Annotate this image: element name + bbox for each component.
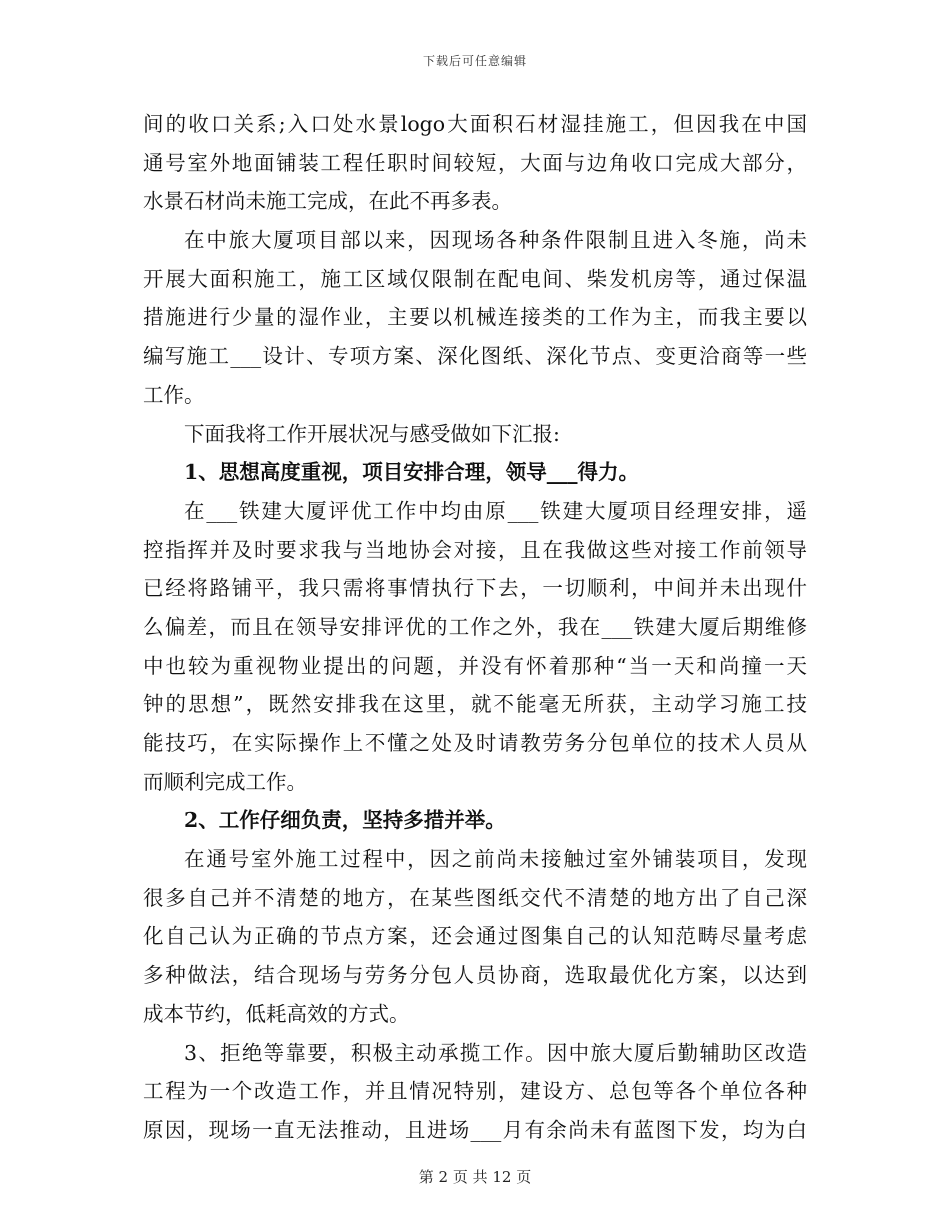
text-line: 通号室外地面铺装工程任职时间较短，大面与边角收口完成大部分， — [143, 150, 807, 175]
text-line: 化自己认为正确的节点方案，还会通过图集自己的认知范畴尽量考虑 — [143, 924, 807, 949]
text-line: 么偏差，而且在领导安排评优的工作之外，我在___铁建大厦后期维修 — [143, 614, 807, 639]
text-line: 编写施工___设计、专项方案、深化图纸、深化节点、变更洽商等一些 — [143, 344, 807, 369]
paragraph-start-line: 下面我将工作开展状况与感受做如下汇报: — [184, 421, 560, 446]
paragraph-start-line: 在中旅大厦项目部以来，因现场各种条件限制且进入冬施，尚未 — [184, 228, 807, 253]
text-line: 工程为一个改造工作，并且情况特别，建设方、总包等各个单位各种 — [143, 1079, 807, 1104]
text-line: 水景石材尚未施工完成，在此不再多表。 — [143, 189, 512, 214]
section-heading: 1、思想高度重视，项目安排合理，领导___得力。 — [184, 460, 640, 485]
page-number: 第 2 页 共 12 页 — [418, 1168, 532, 1186]
text-line: 控指挥并及时要求我与当地协会对接，且在我做这些对接工作前领导 — [143, 537, 807, 562]
document-body — [143, 105, 807, 1150]
text-line: 多种做法，结合现场与劳务分包人员协商，选取最优化方案，以达到 — [143, 963, 807, 988]
text-line: 很多自己并不清楚的地方，在某些图纸交代不清楚的地方出了自己深 — [143, 885, 807, 910]
text-line: 已经将路铺平，我只需将事情执行下去，一切顺利，中间并未出现什 — [143, 576, 807, 601]
text-line: 钟的思想”，既然安排我在这里，就不能毫无所获，主动学习施工技 — [143, 692, 807, 717]
text-line: 措施进行少量的湿作业，主要以机械连接类的工作为主，而我主要以 — [143, 305, 807, 330]
paragraph-start-line: 在通号室外施工过程中，因之前尚未接触过室外铺装项目，发现 — [184, 847, 807, 872]
text-line: 成本节约，低耗高效的方式。 — [143, 1001, 410, 1026]
text-line: 工作。 — [143, 382, 205, 407]
section-heading: 2、工作仔细负责，坚持多措并举。 — [184, 808, 506, 833]
text-line: 能技巧，在实际操作上不懂之处及时请教劳务分包单位的技术人员从 — [143, 731, 807, 755]
text-line: 间的收口关系;入口处水景logo大面积石材湿挂施工，但因我在中国 — [143, 112, 807, 136]
text-line: 中也较为重视物业提出的问题，并没有怀着那种“当一天和尚撞一天 — [143, 653, 807, 678]
page-header: 下载后可任意编辑 — [422, 54, 527, 68]
text-line: 开展大面积施工，施工区域仅限制在配电间、柴发机房等，通过保温 — [143, 266, 807, 291]
text-line: 原因，现场一直无法推动，且进场___月有余尚未有蓝图下发，均为白 — [143, 1117, 807, 1142]
text-line: 而顺利完成工作。 — [143, 769, 307, 794]
paragraph-start-line: 在___铁建大厦评优工作中均由原___铁建大厦项目经理安排，遥 — [184, 498, 807, 523]
paragraph-start-line: 3、拒绝等靠要，积极主动承揽工作。因中旅大厦后勤辅助区改造 — [184, 1040, 807, 1065]
